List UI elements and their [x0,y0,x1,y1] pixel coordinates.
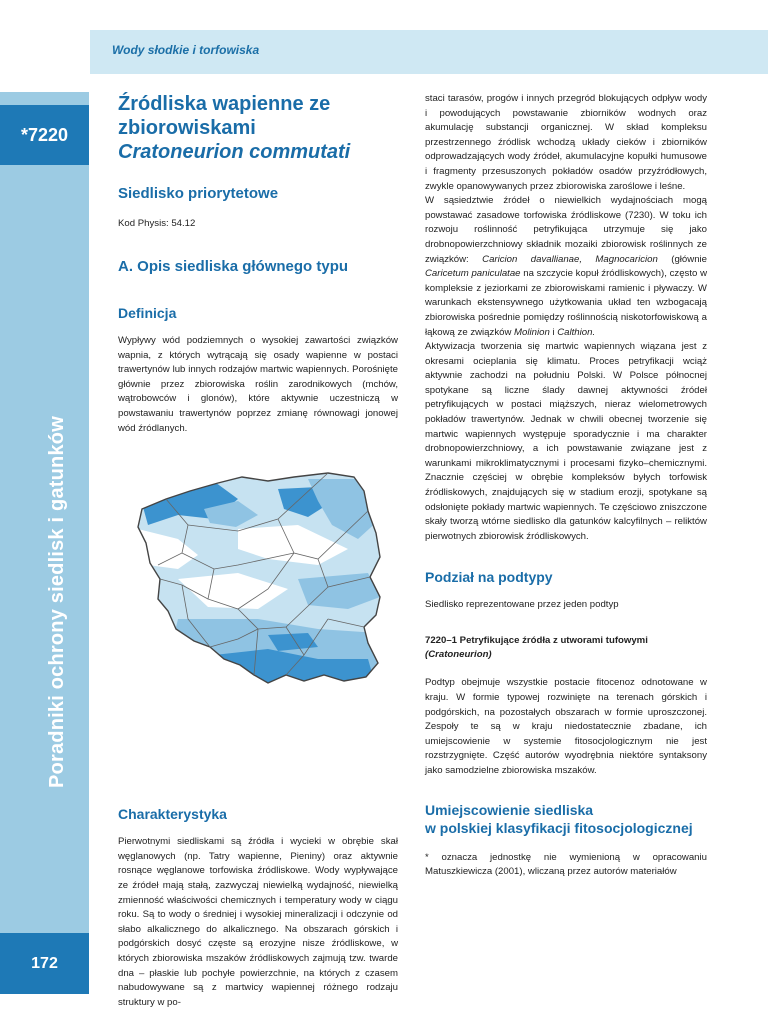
placement-heading: Umiejscowienie siedliska w polskiej klasyfikacji fitosocjologicznej [425,801,693,836]
title-latin: Cratoneurion commutati [118,141,351,163]
right-paragraph-2: W sąsiedztwie źródeł o niewielkich wydajnościach mogą powstawać zasadowe torfowiska źródliskowe (7230). W toku ich rozwoju roślinność petryfikująca utrzymuje się jako drobnopowierzchniowy składnik mozaiki zbiorowisk roślinnych ze związków: Caricion davallianae, Magnocaricion (głównie Caricetum paniculatae na szczycie kopuł źródliskowych), często w kompleksie z jeziorkami ze zbiorowiskami ramienic i pływaczy. W warunkach ekstensywnego użytkowania układ ten wzbogacają zbiorowiska pośrednie pomiędzy roślinnością niskotorfowiskową a łąkową ze związków Molinion i Calthion. [425,195,707,338]
characteristics-heading: Charakterystyka [118,806,227,823]
left-column [118,92,398,1010]
header-band [0,0,768,76]
subtypes-heading: Podział na podtypy [425,569,553,586]
subtype-title: 7220–1 Petryfikujące źródła z utworami tufowymi (Cratoneurion) [425,635,648,661]
footnote: * oznacza jednostkę nie wymienioną w opracowaniu Matuszkiewicza (2001), wliczaną przez autorów materiałów [425,851,707,878]
title-line-2: zbiorowiskami [118,117,256,139]
right-paragraph-1: staci tarasów, progów i innych przegród blokujących odpływ wody i powodujących powstawanie zbiorników wodnych oraz akumulację substancji organicznej. W skład kompleksu przestrzennego źródlisk wchodzą układy cieków i zbiorników odprowadzających wody źródeł, akumulacyjne kopułki humusowe i fragmenty przesuszonych pokładów osadów przyźródłowych, zwykle opanowywanych przez zbiorowiska zaroślowe i leśne. [425,93,707,192]
series-title-text: Poradniki ochrony siedlisk i gatunków [46,416,68,788]
sidebar [0,92,89,994]
header-section-bar [90,30,768,74]
subtype-text: Podtyp obejmuje wszystkie postacie fitocenoz odnotowane w kraju. W formie typowej rozwinięte na terenach górskich i podgórskich, na pozostałych obszarach w formie uproszczonej. Zespoły te są w kraju niedostatecznie zbadane, ich umiejscowienie w systemie fitosocjologicznym nie jest rozstrzygnięte. Część autorów wyodrębnia niektóre syntaksony jako samodzielne zbiorowiska mszaków. [425,677,707,776]
characteristics-text: Pierwotnymi siedliskami są źródła i wycieki w obrębie skał węglanowych (np. Tatry wapienne, Pieniny) oraz aktywnie rosnące węglanowe torfowiska źródliskowe. Wody wypływające ze źródeł mają stałą, zazwyczaj niewielką wydajność, niewielką zmienność właściwości chemicznych i temperatury wody w ciągu roku. Są to wody o średniej i wysokiej mineralizacji i odczynie od słabo alkalicznego do alkalicznego. Na obszarach górskich i podgórskich dosyć częste są erozyjne nisze źródliskowe, w których zbiorowiska mszaków źródliskowych zajmują tzw. twarde dna – płaskie lub pochyłe powierzchnie, na których z czasem nabudowywane są z martwicy wapiennej różnego rodzaju struktury w po- [118,836,398,1008]
section-a-heading: A. Opis siedliska głównego typu [118,258,349,275]
physis-code: Kod Physis: 54.12 [118,218,196,229]
subtypes-text: Siedlisko reprezentowane przez jeden podtyp [425,599,619,611]
habitat-code: *7220 [0,105,89,165]
right-paragraph-3: Aktywizacja tworzenia się martwic wapiennych wiązana jest z okresami ocieplania się klimatu. Proces petryfikacji wciąż aktywnie zachodzi na południu Polski. W Polsce północnej spotykane są liczne ślady dawnej aktywności źródeł petryfikujących w postaci miąższych, nieraz wielometrowych pokładów trawertynów. Jednak w chwili obecnej tworzenie się martwic wapiennych występuje sporadycznie i ma charakter drobnopowierzchniowy, a ich powstawanie związane jest z warunkami mikroklimatycznymi i procesami fizyko–chemicznymi. Znacznie częściej w obrębie kompleksów byłych torfowisk źródliskowych, znajdujących się w stadium erozji, spotykane są odsłonięte pokłady martwic wapiennych. Te częściowo zniszczone skały tworzą wtórne siedlisko dla gatunków kalcyfilnych – reliktów pierwotnych zbiorowisk źródliskowych. [425,341,707,542]
section-title: Wody słodkie i torfowiska [112,43,260,57]
poland-map-icon [118,469,398,701]
definition-text: Wypływy wód podziemnych o wysokiej zawartości związków wapnia, z których wytrącają się osady wapienne w postaci trawertynów lub innych rodzajów martwic wapiennych. Porośnięte głównie przez zbiorowiska roślin zarodnikowych (mchów, wątrobowców i glonów), które aktywnie uczestniczą w powstawaniu trawertynów poprzez zmianę równowagi jonowej wód źródlanych. [118,335,398,434]
priority-heading: Siedlisko priorytetowe [118,185,279,202]
page-title [118,92,398,164]
title-line-1: Źródliska wapienne ze [118,93,331,115]
series-title [0,92,89,994]
right-column [425,92,707,880]
distribution-map [118,469,398,701]
definition-heading: Definicja [118,305,177,321]
page-number: 172 [0,933,89,994]
